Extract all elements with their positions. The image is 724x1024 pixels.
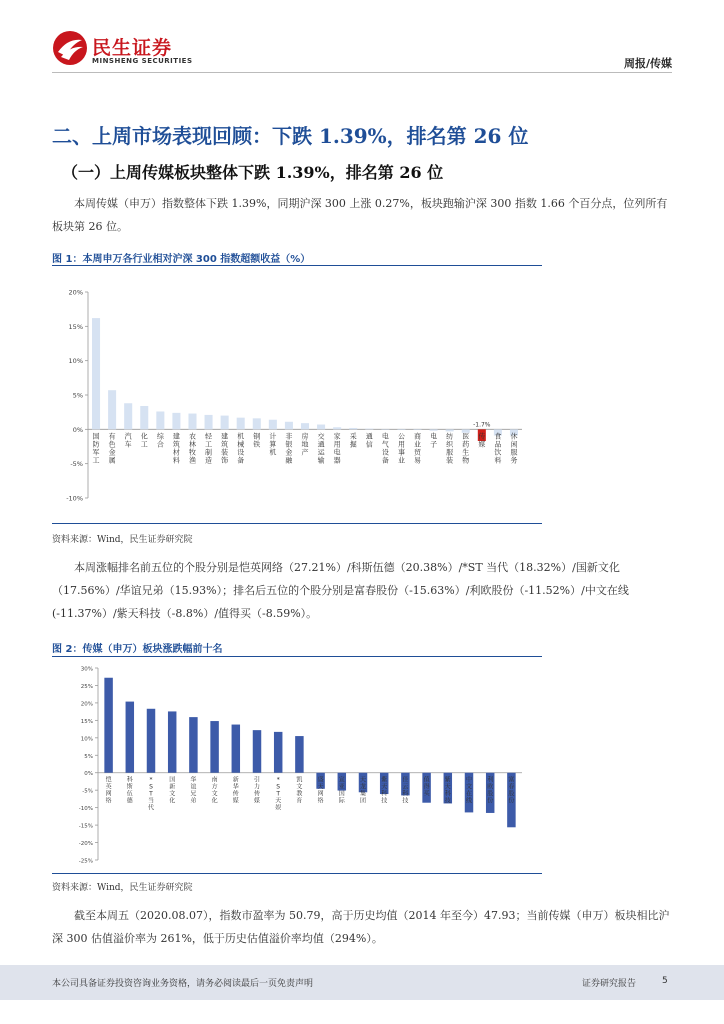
- paragraph-3: 截至本周五（2020.08.07），指数市盈率为 50.79，高于历史均值（2014 年至今）47.93；当前传媒（申万）板块相比沪深 300 估值溢价率为 261%，低于历史估值溢价率均值（294%）。: [52, 909, 670, 945]
- footer-disclaimer: 本公司具备证券投资咨询业务资格，请务必阅读最后一页免责声明: [52, 979, 314, 989]
- category-label: 华谊兄弟: [190, 776, 197, 805]
- category-label: 商业贸易: [414, 432, 422, 465]
- figure-2-bottom-rule: [52, 873, 542, 874]
- figure-1-source: 资料来源：Wind，民生证券研究院: [52, 535, 193, 545]
- category-label: 通信: [365, 432, 373, 449]
- page-number: 5: [662, 976, 668, 986]
- y-tick-label: 25%: [80, 683, 93, 690]
- y-tick-label: 10%: [68, 357, 83, 366]
- y-tick-label: 0%: [72, 425, 83, 434]
- bar-通信: [365, 429, 373, 430]
- category-label: 交通运输: [317, 432, 325, 465]
- chart-media-top-movers: [52, 660, 542, 870]
- category-label: 计算机: [269, 432, 277, 457]
- category-label: 南方文化: [211, 776, 218, 805]
- bar-凯文教育: [295, 736, 303, 773]
- y-tick-label: 5%: [72, 391, 83, 400]
- bar-纺织服装: [446, 429, 454, 431]
- category-label: 中文在线: [465, 776, 473, 805]
- figure-2-top-rule: [52, 656, 542, 657]
- category-label: 采掘: [349, 432, 357, 449]
- category-label: 综合: [156, 432, 164, 449]
- bar-国新文化: [168, 711, 176, 772]
- category-label: 新华传媒: [232, 776, 239, 805]
- bar-*ST天娱: [274, 732, 282, 773]
- category-label: 非银金融: [285, 432, 293, 465]
- logo-icon: [52, 30, 88, 66]
- figure-2-source: 资料来源：Wind，民生证券研究院: [52, 883, 193, 893]
- bar-钢铁: [253, 418, 261, 429]
- bar-*ST当代: [147, 709, 155, 773]
- category-label: 国防军工: [92, 432, 100, 465]
- figure-2-title: 图 2：传媒（申万）板块涨跌幅前十名: [52, 644, 223, 655]
- category-label: 家用电器: [333, 432, 341, 465]
- logo-text-cn: 民生证券: [92, 37, 173, 59]
- category-label: 建筑材料: [172, 432, 180, 465]
- y-tick-label: 20%: [68, 288, 83, 297]
- bar-引力传媒: [253, 730, 261, 773]
- category-label: 钢铁: [253, 432, 261, 449]
- chart-industry-excess-return: [52, 270, 542, 520]
- y-tick-label: 15%: [68, 322, 83, 331]
- y-tick-label: -20%: [78, 841, 93, 848]
- paragraph-2: 本周涨幅排名前五位的个股分别是恺英网络（27.21%）/科斯伍德（20.38%）/*ST 当代（18.32%）/国新文化（17.56%）/华谊兄弟（15.93%）；排名后五位的个股分别是富春股份（-15.63%）/利欧股份（-11.52%）/中文在线(-11.37%）/紫天科技（-8.8%）/值得买（-8.59%）。: [52, 561, 629, 620]
- category-label: 公用事业: [397, 432, 405, 465]
- category-label: 天龙集团: [359, 776, 367, 805]
- bar-房地产: [301, 423, 309, 429]
- category-label: 纺织服装: [446, 432, 454, 465]
- category-label: 农林牧渔: [188, 432, 196, 465]
- y-tick-label: 30%: [80, 666, 93, 673]
- footer-report-label: 证券研究报告: [582, 979, 637, 989]
- category-label: 恺英网络: [105, 776, 112, 805]
- category-label: 化工: [140, 432, 148, 449]
- y-tick-label: 10%: [80, 736, 93, 743]
- figure-1-top-rule: [52, 265, 542, 266]
- bar-非银金融: [285, 422, 293, 430]
- category-label: 盛天网络: [317, 776, 324, 805]
- bar-化工: [140, 406, 148, 429]
- bar-计算机: [269, 420, 277, 430]
- category-label: 科斯伍德: [126, 776, 133, 805]
- bar-电气设备: [381, 429, 389, 430]
- header-divider: [52, 72, 672, 73]
- category-label: * S T 当代: [147, 776, 155, 812]
- bar-机械设备: [237, 418, 245, 430]
- y-tick-label: -5%: [82, 788, 93, 795]
- data-label: -1.7%: [473, 421, 491, 429]
- figure-1-title: 图 1：本周申万各行业相对沪深 300 指数超额收益（%）: [52, 254, 311, 265]
- bar-南方文化: [210, 721, 218, 773]
- figure-1-bottom-rule: [52, 523, 542, 524]
- bar-轻工制造: [205, 415, 213, 429]
- category-label: 值得买: [423, 776, 430, 798]
- category-label: 轻工制造: [205, 432, 213, 465]
- bar-公用事业: [397, 429, 405, 430]
- bar-恺英网络: [104, 678, 112, 773]
- category-label: 紫天科技: [444, 776, 451, 805]
- y-tick-label: -15%: [78, 823, 93, 830]
- bar-新华传媒: [232, 725, 240, 773]
- category-label: 凯文教育: [296, 776, 303, 805]
- bar-综合: [156, 411, 164, 429]
- category-label: 医药生物: [462, 432, 470, 465]
- section-title: 二、上周市场表现回顾：下跌 1.39%，排名第 26 位: [52, 124, 529, 148]
- category-label: 汽车: [124, 432, 132, 449]
- bar-建筑装饰: [221, 416, 229, 430]
- category-label: 有色金属: [108, 432, 116, 465]
- y-tick-label: 15%: [80, 718, 93, 725]
- category-label: * S T 天娱: [275, 776, 282, 812]
- bar-电子: [430, 429, 438, 430]
- category-label: 食品饮料: [494, 432, 502, 465]
- bar-建筑材料: [172, 413, 180, 429]
- category-label: 休闲服务: [510, 432, 518, 465]
- bar-交通运输: [317, 425, 325, 430]
- category-label: 富春股份: [508, 776, 515, 805]
- subsection-title: （一）上周传媒板块整体下跌 1.39%，排名第 26 位: [62, 163, 444, 182]
- bar-商业贸易: [414, 429, 422, 430]
- category-label: 房地产: [301, 432, 309, 457]
- category-label: 机械设备: [237, 432, 245, 465]
- category-label: 佳云科技: [402, 776, 409, 805]
- bar-科斯伍德: [126, 702, 134, 773]
- y-tick-label: 0%: [84, 771, 93, 778]
- category-label: 建筑装饰: [221, 432, 229, 465]
- y-tick-label: -5%: [70, 460, 83, 469]
- category-label: 电子: [430, 432, 438, 449]
- category-label: 紫天科技: [381, 776, 388, 805]
- category-label: 利欧股份: [487, 776, 494, 805]
- report-type: 周报/传媒: [623, 57, 672, 70]
- category-label: 电气设备: [381, 432, 389, 465]
- y-tick-label: -10%: [78, 806, 93, 813]
- y-tick-label: -10%: [66, 494, 83, 503]
- bar-农林牧渔: [188, 414, 196, 430]
- category-label: 传媒: [478, 432, 486, 449]
- bar-华谊兄弟: [189, 717, 197, 773]
- logo-text-en: MINSHENG SECURITIES: [92, 57, 193, 65]
- category-label: 国新文化: [169, 776, 176, 805]
- bar-有色金属: [108, 390, 116, 429]
- y-tick-label: -25%: [78, 858, 93, 865]
- y-tick-label: 5%: [84, 753, 93, 760]
- category-label: 宣亚国际: [338, 776, 345, 805]
- category-label: 引力传媒: [253, 776, 261, 805]
- y-tick-label: 20%: [80, 701, 93, 708]
- bar-汽车: [124, 403, 132, 429]
- bar-家用电器: [333, 427, 341, 429]
- bar-国防军工: [92, 318, 100, 429]
- paragraph-1: 本周传媒（申万）指数整体下跌 1.39%，同期沪深 300 上涨 0.27%，板块跑输沪深 300 指数 1.66 个百分点，位列所有板块第 26 位。: [52, 197, 668, 233]
- bar-采掘: [349, 428, 357, 429]
